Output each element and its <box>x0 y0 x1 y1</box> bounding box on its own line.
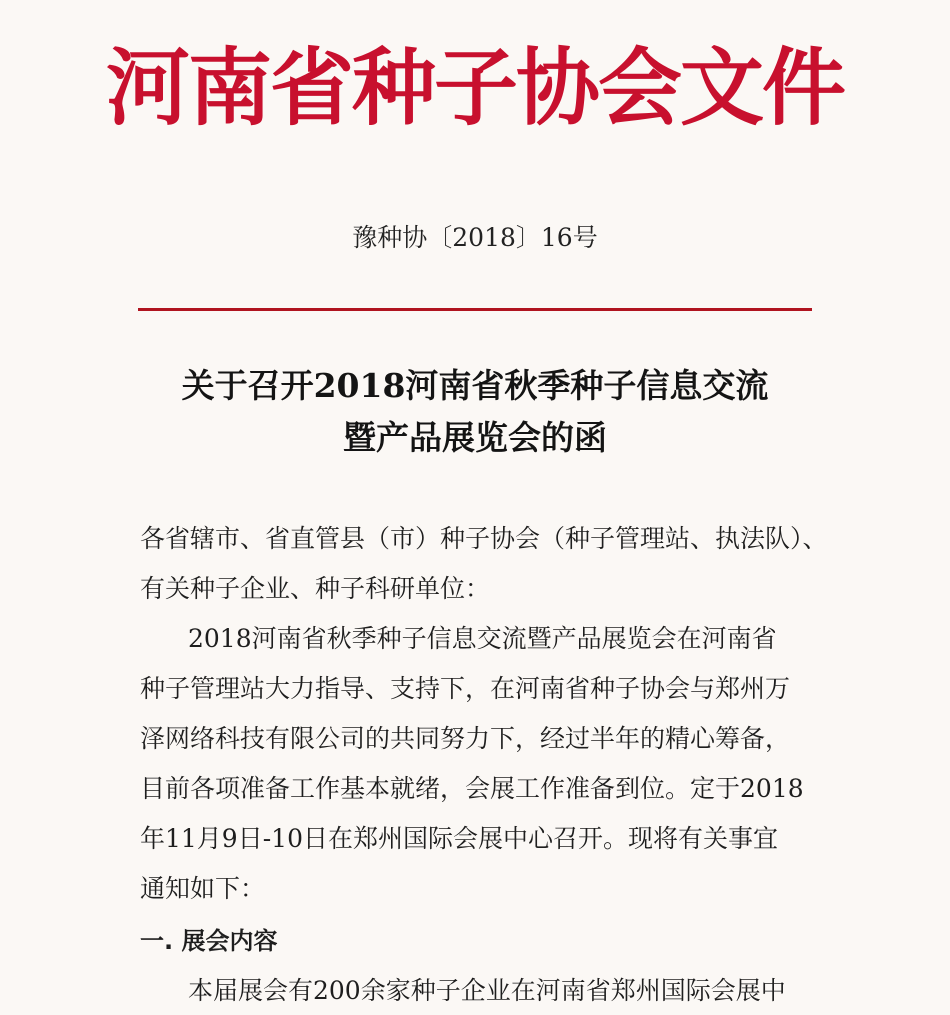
section-1-line-1: 本届展会有200余家种子企业在河南省郑州国际会展中 <box>188 976 786 1005</box>
document-title <box>0 360 950 464</box>
title-line-1: 关于召开2018河南省秋季种子信息交流 <box>181 366 769 405</box>
paragraph-1-line-1: 2018河南省秋季种子信息交流暨产品展览会在河南省 <box>188 624 777 653</box>
paragraph-1-line-4: 目前各项准备工作基本就绪，会展工作准备到位。定于2018 <box>140 774 804 803</box>
addressee-line-2: 有关种子企业、种子科研单位： <box>140 574 491 603</box>
document-number: 豫种协〔2018〕16号 <box>352 223 598 252</box>
red-divider-line <box>138 308 812 311</box>
title-line-2: 暨产品展览会的函 <box>343 418 607 457</box>
org-title-header: 河南省种子协会文件 <box>105 39 844 137</box>
paragraph-1-line-3: 泽网络科技有限公司的共同努力下，经过半年的精心筹备， <box>140 724 791 753</box>
paragraph-1-line-6: 通知如下： <box>140 874 266 903</box>
addressee-line-1: 各省辖市、省直管县（市）种子协会（种子管理站、执法队）、 <box>140 524 828 553</box>
paragraph-1-line-2: 种子管理站大力指导、支持下，在河南省种子协会与郑州万 <box>140 674 791 703</box>
section-1-heading: 一. 展会内容 <box>140 927 278 955</box>
paragraph-1-line-5: 年11月9日-10日在郑州国际会展中心召开。现将有关事宜 <box>140 824 778 853</box>
